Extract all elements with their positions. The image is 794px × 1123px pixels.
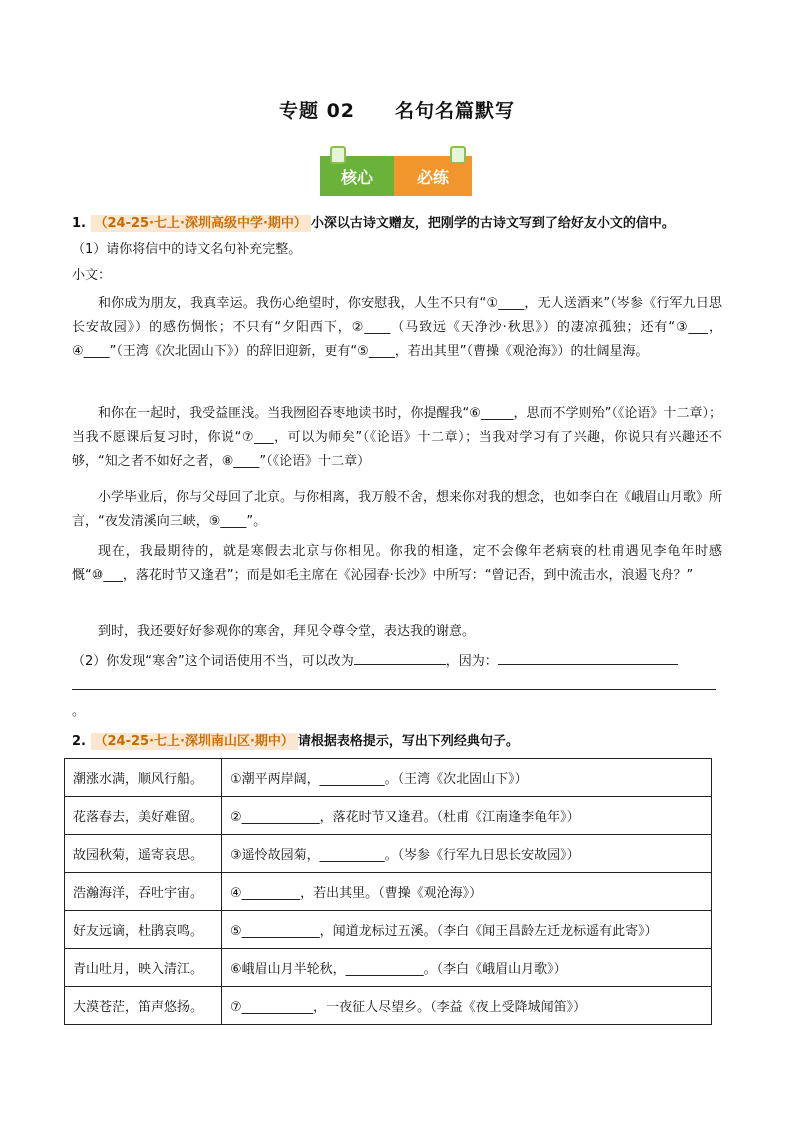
answer-blank[interactable]	[354, 650, 446, 665]
table-row	[65, 759, 712, 797]
hint-cell: 潮涨水满，顺风行船。	[65, 759, 222, 797]
answer-cell[interactable]: ⑤____________，闻道龙标过五溪。（李白《闻王昌龄左迁龙标遥有此寄》）	[222, 911, 712, 949]
answer-cell[interactable]: ⑥峨眉山月半轮秋，____________。（李白《峨眉山月歌》）	[222, 949, 712, 987]
answer-cell[interactable]: ③遥怜故园菊，__________。（岑参《行军九日思长安故园》）	[222, 835, 712, 873]
answer-cell[interactable]: ①潮平两岸阔，__________。（王湾《次北固山下》）	[222, 759, 712, 797]
hint-cell: 花落春去，美好难留。	[65, 797, 222, 835]
source-tag: （24-25·七上·深圳南山区·期中）	[91, 733, 298, 750]
question-2-header: 2. （24-25·七上·深圳南山区·期中） 请根据表格提示，写出下列经典句子。	[72, 734, 519, 749]
binder-clip-icon	[450, 146, 466, 164]
source-tag: （24-25·七上·深圳高级中学·期中）	[91, 215, 311, 232]
table-row	[65, 987, 712, 1025]
hint-cell: 青山吐月，映入清江。	[65, 949, 222, 987]
badge-right: 必练	[394, 156, 472, 196]
table-row	[65, 949, 712, 987]
table-row	[65, 835, 712, 873]
poetry-table	[64, 758, 712, 1025]
q1-sub1: （1）请你将信中的诗文名句补充完整。	[72, 242, 302, 257]
q1-end: 。	[72, 704, 86, 719]
letter-paragraph-5: 到时，我还要好好参观你的寒舍，拜见令尊令堂，表达我的谢意。	[98, 624, 476, 639]
hint-cell: 浩瀚海洋，吞吐宇宙。	[65, 873, 222, 911]
letter-paragraph-1: 和你成为朋友，我真幸运。我伤心绝望时，你安慰我，人生不只有“①____，无人送酒来”（岑参《行军九日思长安故园》）的感伤惆怅；不只有“夕阳西下，②____（马致远《天净沙·秋思》）的凄凉孤独；还有“③___，④____”（王湾《次北固山下》）的辞旧迎新，更有“⑤____，若出其里”（曹操《观沧海》）的壮阔星海。	[72, 296, 722, 359]
letter-salutation: 小文：	[72, 268, 112, 283]
hint-cell: 故园秋菊，遥寄哀思。	[65, 835, 222, 873]
page-title: 专题 02 名句名篇默写	[278, 100, 516, 122]
answer-cell[interactable]: ⑦___________，一夜征人尽望乡。（李益《夜上受降城闻笛》）	[222, 987, 712, 1025]
hint-cell: 大漠苍茫，笛声悠扬。	[65, 987, 222, 1025]
question-1-header: 1. （24-25·七上·深圳高级中学·期中） 小深以古诗文赠友，把刚学的古诗文写到了给好友小文的信中。	[72, 216, 675, 231]
table-row	[65, 797, 712, 835]
answer-line[interactable]	[72, 689, 716, 690]
answer-cell[interactable]: ④_________，若出其里。（曹操《观沧海》）	[222, 873, 712, 911]
letter-paragraph-4: 现在，我最期待的，就是寒假去北京与你相见。你我的相逢，定不会像年老病衰的杜甫遇见李龟年时感慨“⑩___，落花时节又逢君”；而是如毛主席在《沁园春·长沙》中所写：“曾记否，到中流击水，浪遏飞舟？”	[72, 544, 722, 583]
binder-clip-icon	[330, 146, 346, 164]
table-row	[65, 911, 712, 949]
answer-cell[interactable]: ②____________，落花时节又逢君。（杜甫《江南逢李龟年》）	[222, 797, 712, 835]
badge-left: 核心	[320, 156, 394, 196]
q1-sub2: （2）你发现“寒舍”这个词语使用不当，可以改为 ，因为：	[72, 650, 722, 672]
hint-cell: 好友远谪，杜鹃哀鸣。	[65, 911, 222, 949]
letter-paragraph-3: 小学毕业后，你与父母回了北京。与你相离，我万般不舍，想来你对我的想念，也如李白在《峨眉山月歌》所言，“夜发清溪向三峡，⑨____”。	[72, 490, 723, 529]
answer-blank[interactable]	[498, 650, 678, 665]
letter-paragraph-2: 和你在一起时，我受益匪浅。当我囫囵吞枣地读书时，你提醒我“⑥_____，思而不学则殆”（《论语》十二章）；当我不愿课后复习时，你说“⑦___，可以为师矣”（《论语》十二章）；当我对学习有了兴趣，你说只有兴趣还不够，“知之者不如好之者，⑧____”（《论语》十二章）	[72, 406, 722, 469]
table-row	[65, 873, 712, 911]
